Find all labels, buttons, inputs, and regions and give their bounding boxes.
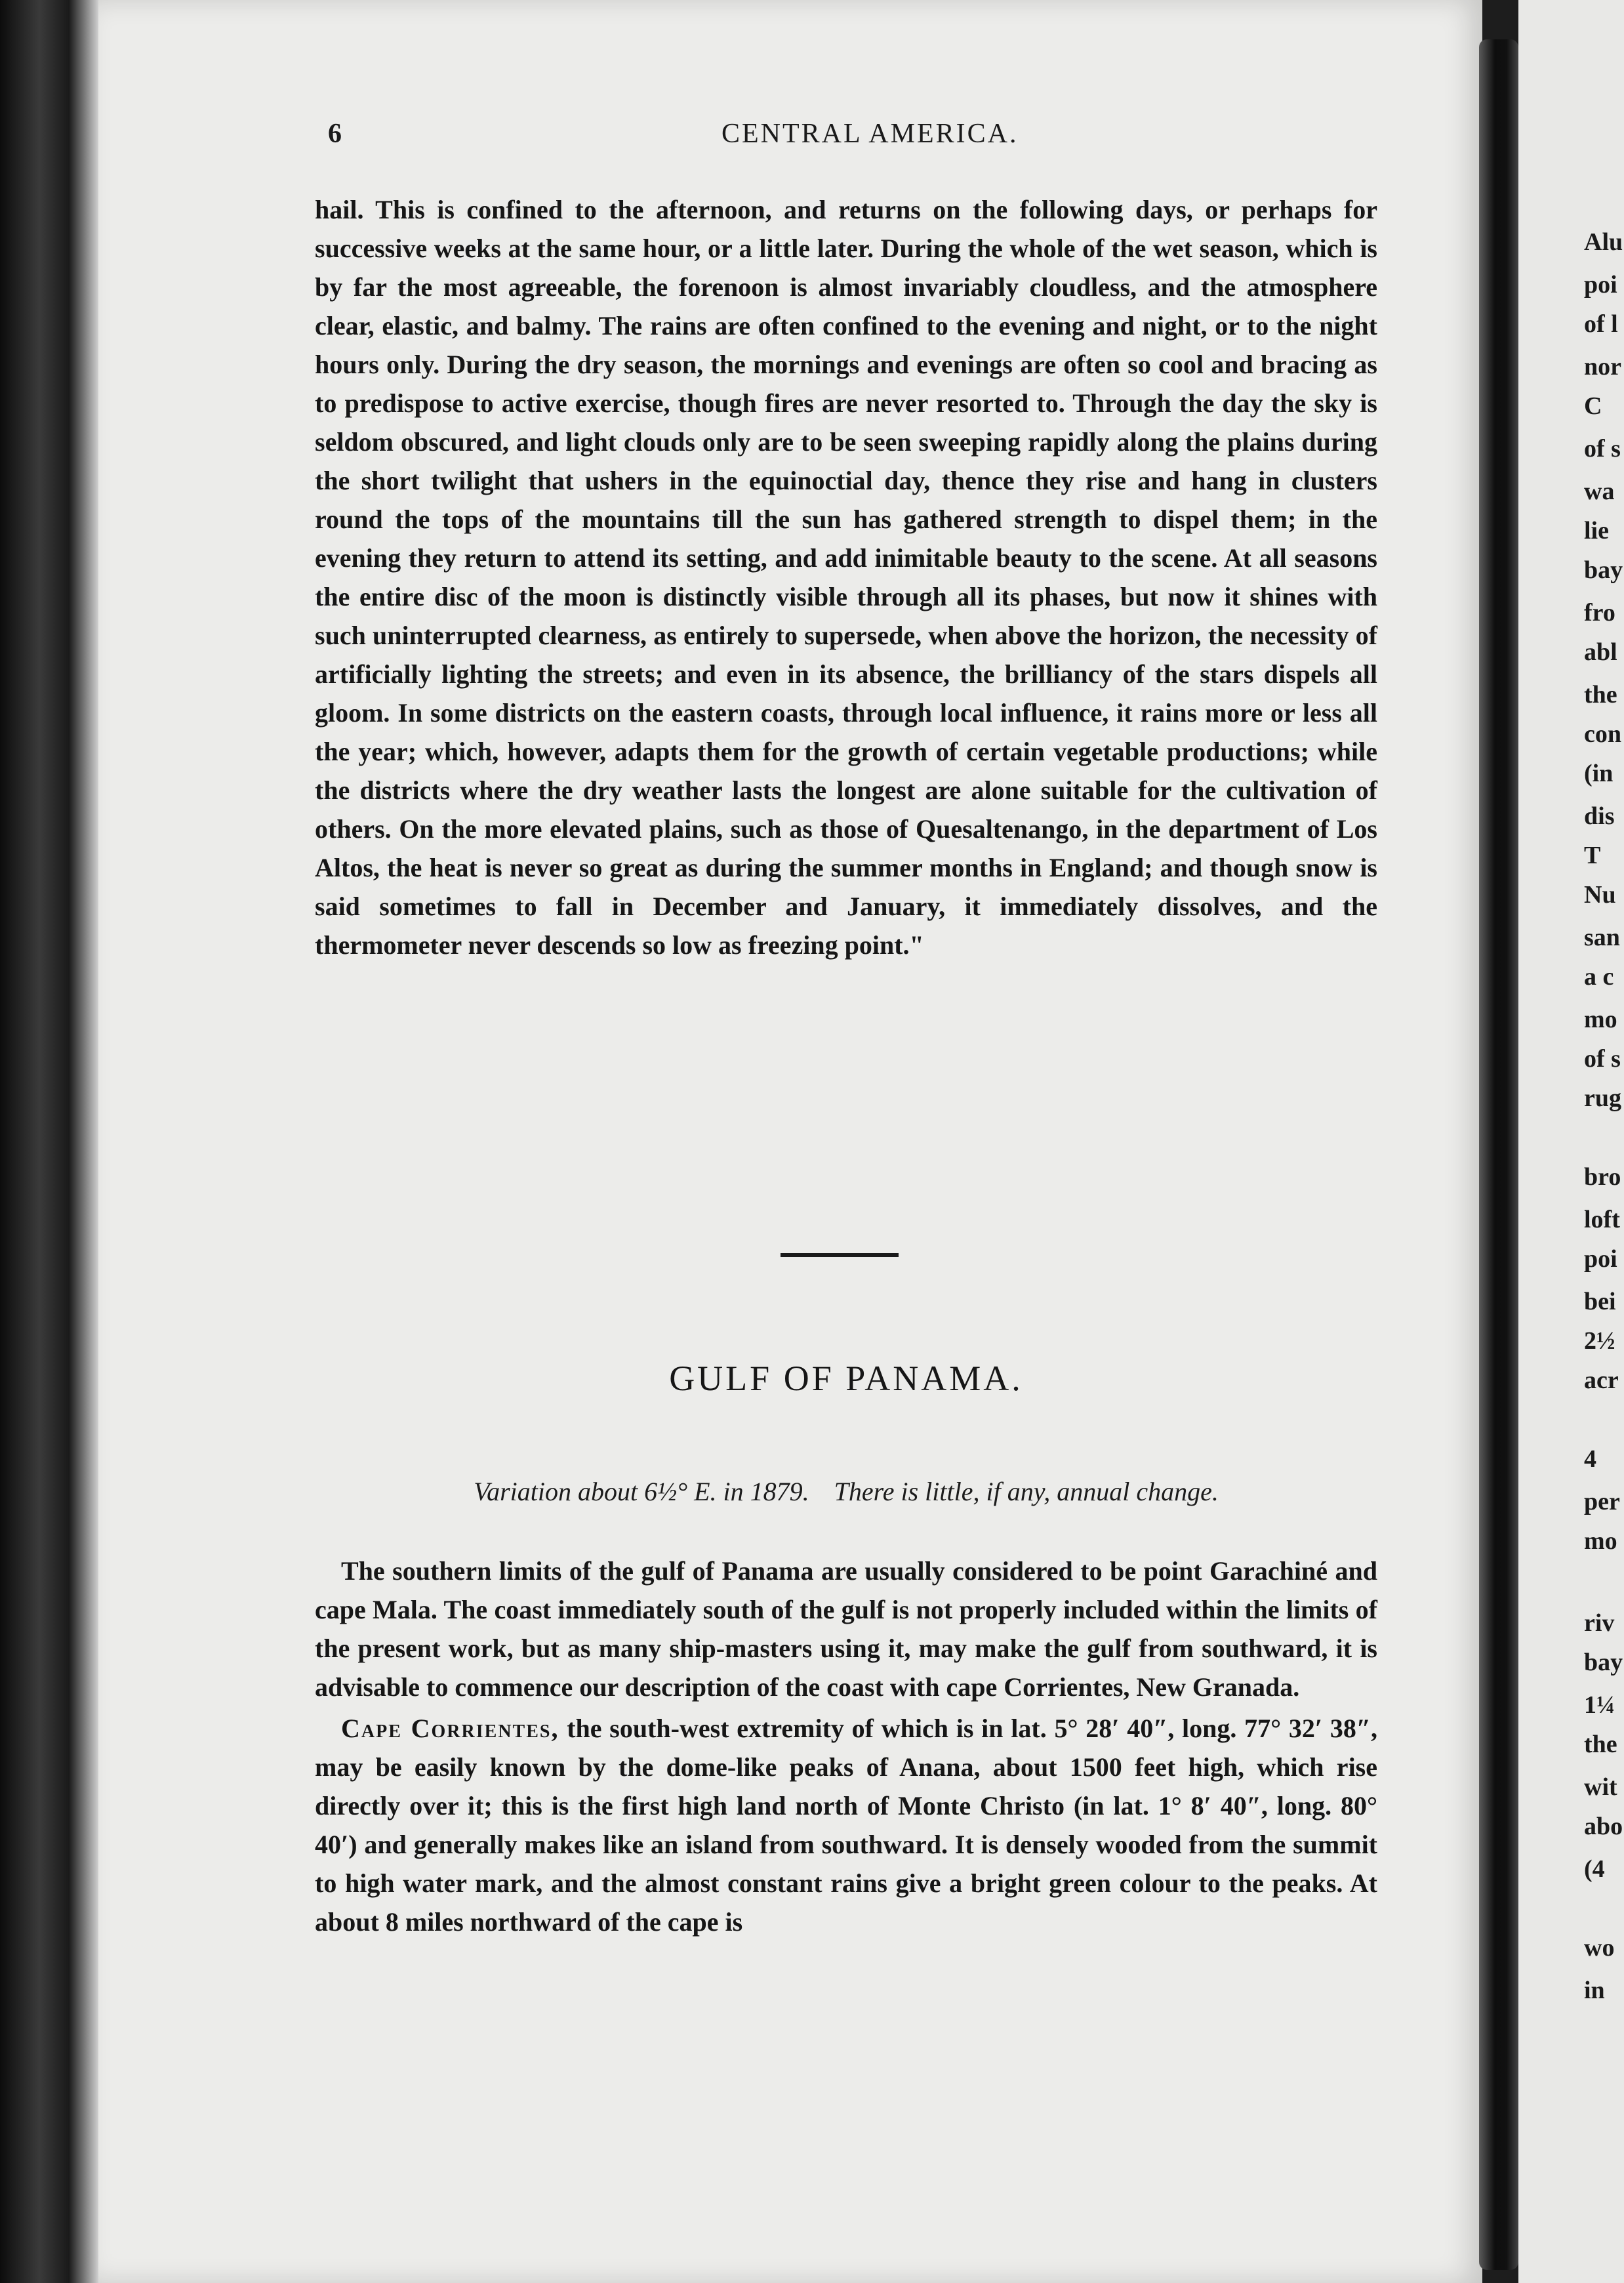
left-binding-edge bbox=[0, 0, 98, 2283]
facing-page-fragment: wit bbox=[1584, 1773, 1617, 1801]
facing-page-fragment: loft bbox=[1584, 1206, 1620, 1233]
facing-page-fragment: wa bbox=[1584, 478, 1615, 505]
variation-text: Variation about 6½° E. in 1879. bbox=[474, 1477, 809, 1506]
facing-page-fragment: fro bbox=[1584, 599, 1615, 627]
facing-page-fragment: of s bbox=[1584, 1045, 1621, 1073]
intro-paragraph: The southern limits of the gulf of Panama are usually considered to be point Garachiné and cape Mala. The coast immediately south of the gulf is not properly included within the limits of the present work, but as many ship-masters using it, may make the gulf from southward, it is advisable to commence our description of the coast with cape Corrientes, New Granada. bbox=[315, 1556, 1377, 1702]
quoted-climate-passage bbox=[315, 190, 1377, 964]
annual-change-text: There is little, if any, annual change. bbox=[834, 1477, 1219, 1506]
facing-page-fragment: of s bbox=[1584, 435, 1621, 463]
facing-page-fragment: san bbox=[1584, 924, 1620, 951]
facing-page-fragment: poi bbox=[1584, 1245, 1617, 1273]
facing-page-fragment: 1¼ bbox=[1584, 1691, 1615, 1719]
facing-page-fragment: acr bbox=[1584, 1367, 1619, 1394]
facing-page-fragment: a c bbox=[1584, 963, 1614, 991]
magnetic-variation-note bbox=[315, 1476, 1377, 1507]
section-divider-rule bbox=[781, 1253, 899, 1257]
facing-page-fragment: poi bbox=[1584, 271, 1617, 298]
gulf-description bbox=[315, 1552, 1377, 1944]
cape-corrientes-paragraph bbox=[315, 1709, 1377, 1941]
facing-page-fragment: rug bbox=[1584, 1084, 1621, 1112]
facing-page-fragment: mo bbox=[1584, 1006, 1617, 1033]
book-spine-shadow bbox=[1479, 39, 1518, 2270]
facing-page-fragment: in bbox=[1584, 1977, 1605, 2004]
facing-page-fragment: Alu bbox=[1584, 228, 1623, 256]
facing-page-fragment: con bbox=[1584, 720, 1621, 748]
facing-page-fragment: bei bbox=[1584, 1288, 1616, 1315]
facing-page-fragment: abl bbox=[1584, 638, 1617, 666]
facing-page-fragment: mo bbox=[1584, 1527, 1617, 1555]
facing-page-fragment: bay bbox=[1584, 1649, 1623, 1676]
facing-page-fragment: of l bbox=[1584, 310, 1618, 338]
facing-page-fragment: Nu bbox=[1584, 881, 1616, 909]
running-title: CENTRAL AMERICA. bbox=[721, 119, 1019, 149]
facing-page-fragment: bro bbox=[1584, 1163, 1621, 1191]
facing-page-fragment: C bbox=[1584, 392, 1602, 420]
facing-page-fragment: dis bbox=[1584, 802, 1615, 830]
facing-page-fragment: T bbox=[1584, 842, 1601, 869]
facing-page-fragment: riv bbox=[1584, 1609, 1615, 1637]
cape-corrientes-text: the south-west extremity of which is in lat. 5° 28′ 40″, long. 77° 32′ 38″, may be easily known by the dome-like peaks of Anana, about 1500 feet high, which rise directly over it; this is the first high land north of Monte Christo (in lat. 1° 8′ 40″, long. 80° 40′) and generally makes like an island from southward. It is densely wooded from the summit to high water mark, and the almost constant rains give a bright green colour to the peaks. At about 8 miles northward of the cape is bbox=[315, 1714, 1377, 1937]
facing-page-fragment: 4 bbox=[1584, 1445, 1596, 1473]
page-number: 6 bbox=[328, 119, 343, 149]
facing-page-fragment: bay bbox=[1584, 556, 1623, 584]
facing-page-fragment: 2½ bbox=[1584, 1327, 1615, 1355]
section-heading: GULF OF PANAMA. bbox=[669, 1359, 1023, 1398]
facing-page-fragment: per bbox=[1584, 1488, 1620, 1515]
facing-page-fragment: (in bbox=[1584, 760, 1614, 787]
facing-page-fragment: wo bbox=[1584, 1934, 1615, 1962]
cape-corrientes-lead: Cape Corrientes, bbox=[341, 1714, 559, 1743]
facing-page-fragment: the bbox=[1584, 1731, 1617, 1758]
facing-page-fragment: lie bbox=[1584, 517, 1609, 545]
facing-page-fragment: (4 bbox=[1584, 1855, 1605, 1883]
quote-paragraph: hail. This is confined to the afternoon, and returns on the following days, or perhaps for successive weeks at the same hour, or a little later. During the whole of the wet season, which is by far the most agreeable, the forenoon is almost invariably cloudless, and the atmosphere clear, elastic, and balmy. The rains are often confined to the evening and night, or to the night hours only. During the dry season, the mornings and evenings are often so cool and bracing as to predispose to active exercise, though fires are never resorted to. Through the day the sky is seldom obscured, and light clouds only are to be seen sweeping rapidly along the plains during the short twilight that ushers in the equinoctial day, thence they rise and hang in clusters round the tops of the mountains till the sun has gathered strength to dispel them; in the evening they return to attend its setting, and add inimitable beauty to the scene. At all seasons the entire disc of the moon is distinctly visible through all its phases, but now it shines with such uninterrupted clearness, as entirely to supersede, when above the horizon, the necessity of artificially lighting the streets; and even in its absence, the brilliancy of the stars dispels all gloom. In some districts on the eastern coasts, through local influence, it rains more or less all the year; which, however, adapts them for the growth of certain vegetable productions; while the districts where the dry weather lasts the longest are alone suitable for the cultivation of others. On the more elevated plains, such as those of Quesaltenango, in the department of Los Altos, the heat is never so great as during the summer months in England; and though snow is said sometimes to fall in December and January, it immediately dissolves, and the thermometer never descends so low as freezing point." bbox=[315, 195, 1377, 960]
facing-page-fragment: abo bbox=[1584, 1813, 1623, 1840]
facing-page-fragment: the bbox=[1584, 681, 1617, 709]
facing-page-fragment: nor bbox=[1584, 353, 1621, 380]
